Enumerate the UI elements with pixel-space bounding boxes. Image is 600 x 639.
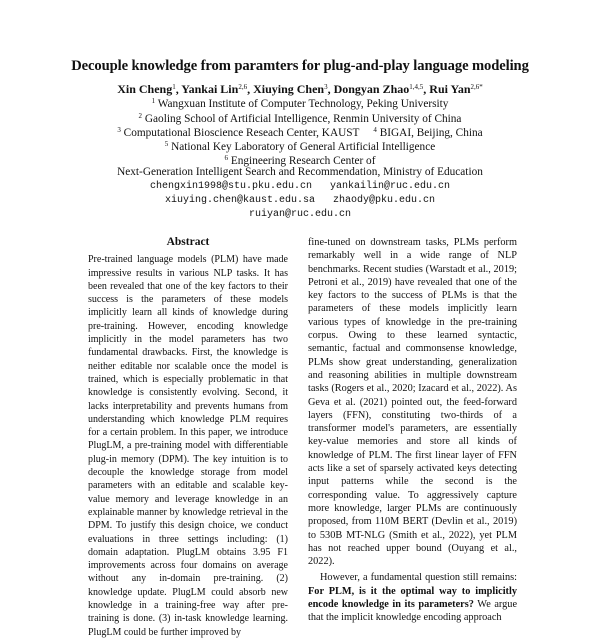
email-line bbox=[0, 180, 600, 194]
affiliation-text: Next-Generation Intelligent Search and Recommendation, Ministry of Education bbox=[117, 166, 483, 178]
affiliation-text: Computational Bioscience Reseach Center, KAUST bbox=[123, 127, 360, 139]
author: Yankai Lin bbox=[181, 82, 239, 96]
email: ruiyan@ruc.edu.cn bbox=[248, 209, 352, 220]
intro-paragraph: fine-tuned on downstream tasks, PLMs perform remarkably well in a wide range of NLP benchmarks. Recent studies (Warstadt et al., 2019; Petroni et al., 2019) have revealed that one of the key factors to the success of PLMs is that the parameters of these models implicitly learn various types of knowledge in the pre-training corpus. Owing to these learned syntactic, semantic, factual and commonsense knowledge, PLMs show great understanding, generalization and reasoning abilities in multiple downstream tasks (Rogers et al., 2020; Izacard et al., 2022). As Geva et al. (2021) pointed out, the feed-forward layers (FFN), constituting two-thirds of a transformer model's parameters, are essentially key-value memories and store all kinds of knowledge of PLM. The first linear layer of FFN acts like a set of sparsely activated keys detecting input patterns while the second is the corresponding value. To aggressively capture more knowledge, larger PLMs are continuously proposed, from 110M BERT (Devlin et al., 2019) to 530B MT-NLG (Smith et al., 2022), yet PLM has not reached upper bound (Ouyang et al., 2022). bbox=[308, 237, 517, 568]
author-aff-mark: 3 bbox=[324, 83, 328, 91]
author: Xiuying Chen bbox=[253, 82, 325, 96]
abstract-heading: Abstract bbox=[166, 236, 210, 248]
intro-text: However, a fundamental question still remains: bbox=[320, 572, 517, 584]
affiliation bbox=[0, 165, 600, 179]
author-aff-mark: 1 bbox=[172, 83, 176, 91]
affiliation-mark: 2 bbox=[138, 112, 143, 120]
email: xiuying.chen@kaust.edu.sa bbox=[164, 195, 315, 206]
affiliation-text: Wangxuan Institute of Computer Technology, Peking University bbox=[157, 98, 449, 110]
affiliation-mark: 5 bbox=[164, 140, 169, 148]
email: chengxin1998@stu.pku.edu.cn bbox=[149, 181, 312, 192]
intro-column bbox=[308, 236, 517, 625]
author-aff-mark: 2,6 bbox=[238, 83, 248, 91]
email-line bbox=[0, 194, 600, 208]
author: Xin Cheng bbox=[117, 82, 173, 96]
paper-title: Decouple knowledge from paramters for plug-and-play language modeling bbox=[71, 58, 529, 74]
email: yankailin@ruc.edu.cn bbox=[330, 181, 451, 192]
intro-paragraph bbox=[308, 571, 517, 624]
author: Dongyan Zhao bbox=[333, 82, 410, 96]
author-list: Xin Cheng$^1$, Yankai Lin$^{2,6}$, Xiuying Chen$^3$, Dongyan Zhao$^{1,4,5}$, Rui Yan$^{2,6*}$ bbox=[117, 82, 483, 96]
abstract-text: Pre-trained language models (PLM) have made impressive results in various NLP tasks. It has been revealed that one of the key factors to their success is the parameters of these models implicitly learn all kinds of knowledge during pre-training. However, encoding knowledge implicitly in the model parameters has two fundamental drawbacks. First, the knowledge is neither editable nor scalable once the model is trained, which is especially problematic in that knowledge is consistently evolving. Second, it lacks interpretability and prevents humans from understanding which knowledge PLM requires for a certain problem. In this paper, we introduce PlugLM, a pre-training model with differentiable plug-in memory (DPM). The key intuition is to decouple the knowledge storage from model parameters with an editable and scalable key-value memory and leverage knowledge in an explainable manner by knowledge retrieval in the DPM. To justify this design choice, we conduct evaluations in three settings including: (1) domain adaptation. PlugLM obtains 3.95 F1 improvements across four domains on average without any in-domain pre-training. (2) knowledge update. PlugLM could absorb new knowledge in a training-free way after pre-training is done. (3) in-task knowledge learning. PlugLM could be further improved by bbox=[88, 254, 288, 638]
affiliation-mark: 1 bbox=[151, 97, 156, 105]
author-aff-mark: 1,4,5 bbox=[409, 83, 424, 91]
author: Rui Yan bbox=[429, 82, 471, 96]
affiliation-text: Gaoling School of Artificial Intelligence, Renmin University of China bbox=[144, 113, 462, 125]
affiliation-mark: 4 bbox=[373, 126, 377, 134]
affiliation-mark: 6 bbox=[224, 154, 229, 162]
author-aff-mark: 2,6* bbox=[470, 83, 483, 91]
affiliation-text: National Key Laboratory of General Artificial Intelligence bbox=[171, 141, 436, 153]
research-question: For PLM, is it the optimal way to implicitly encode knowledge in its parameters? bbox=[308, 585, 517, 611]
intro-text: We argue that the implicit knowledge encoding approach bbox=[308, 599, 518, 624]
email-line bbox=[0, 208, 600, 222]
affiliation-mark: 3 bbox=[117, 126, 121, 134]
abstract-column bbox=[88, 236, 288, 639]
email: zhaody@pku.edu.cn bbox=[333, 195, 436, 206]
affiliation-text: Engineering Research Center of bbox=[230, 155, 376, 167]
affiliation-text: BIGAI, Beijing, China bbox=[379, 127, 483, 139]
